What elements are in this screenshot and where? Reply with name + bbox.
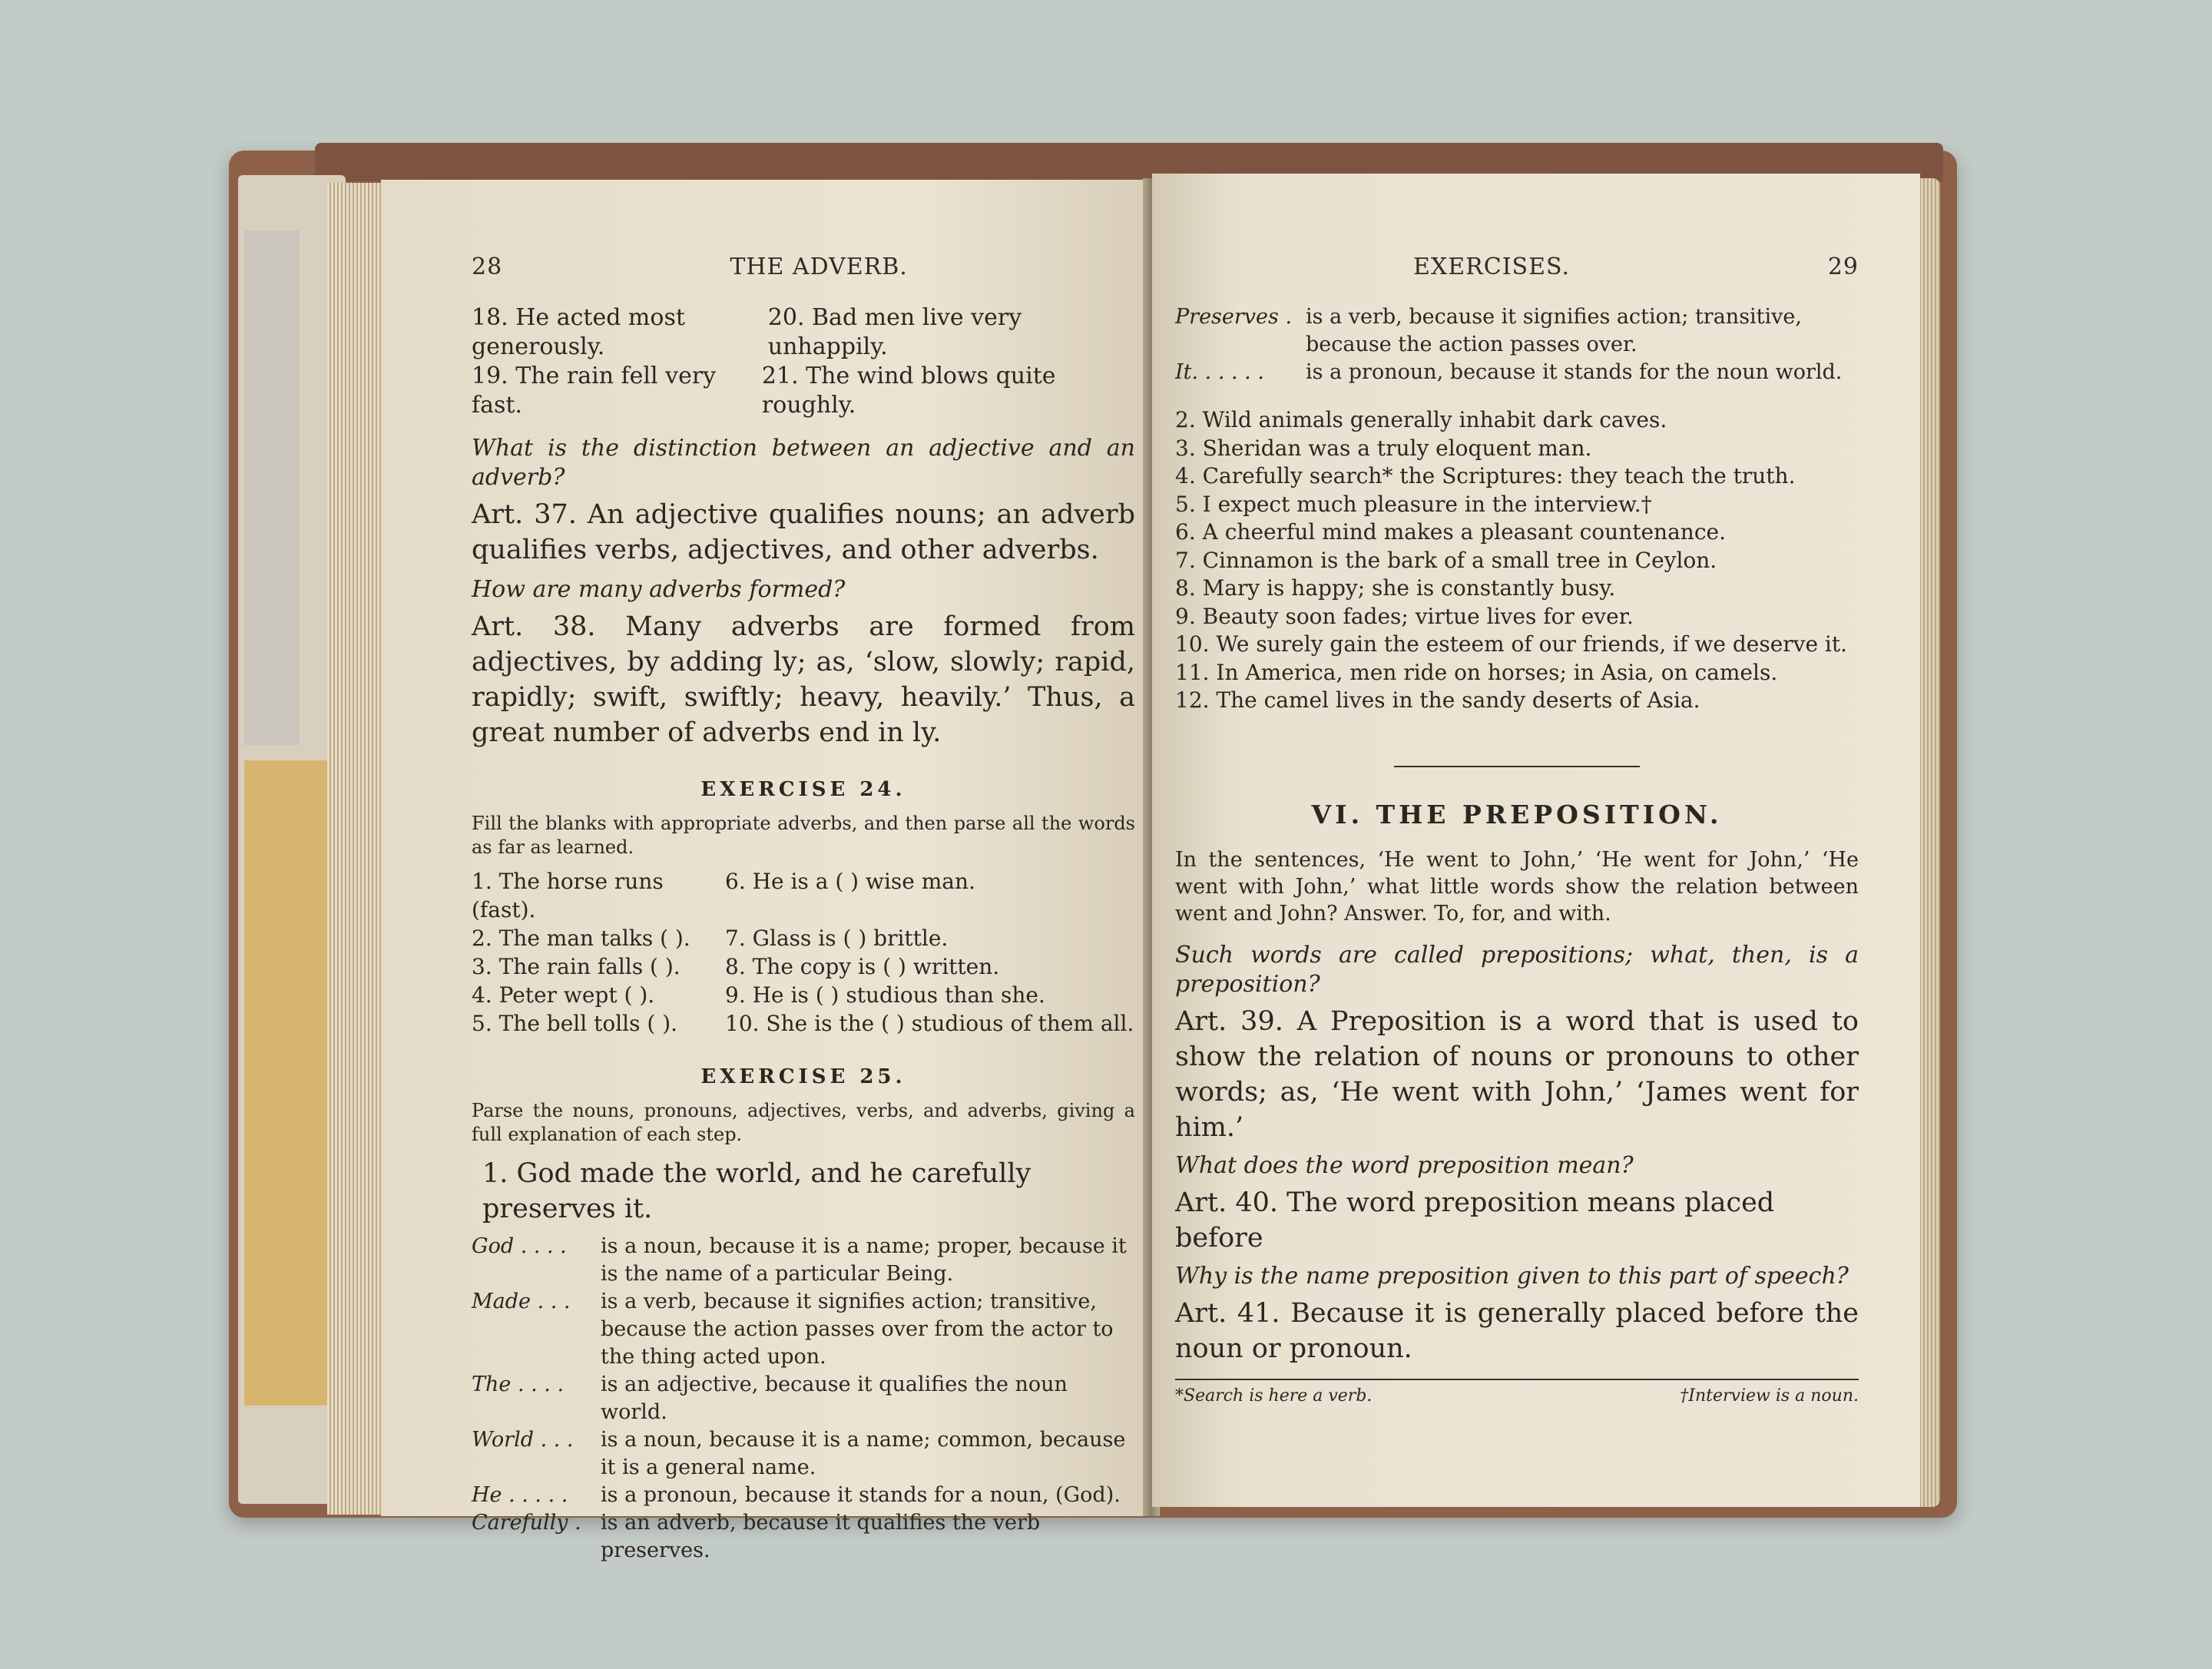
exercise-item: 9. He is ( ) studious than she. xyxy=(725,982,1045,1008)
pre-line xyxy=(472,362,1135,420)
exercise-item: 1. The horse runs (fast). xyxy=(472,869,664,922)
article-41: Art. 41. Because it is generally placed before the noun or pronoun. xyxy=(1175,1297,1859,1364)
exercise-item: 4. Peter wept ( ). xyxy=(472,982,655,1008)
footnotes xyxy=(1175,1379,1859,1406)
running-head: EXERCISES. xyxy=(1413,253,1571,280)
preposition-intro: In the sentences, ‘He went to John,’ ‘He went for John,’ ‘He went with John,’ what little words show the relation between went and John? Answer. To, for, and with. xyxy=(1175,847,1859,926)
pre-line-right: 21. The wind blows quite roughly. xyxy=(761,363,1056,419)
spine-paper-strip xyxy=(244,230,300,745)
list-item: 9. Beauty soon fades; virtue lives for ever. xyxy=(1175,603,1634,629)
question-adverbs-formed: How are many adverbs formed? xyxy=(472,576,846,603)
question-what-is-preposition: Such words are called prepositions; what, then, is a preposition? xyxy=(1175,941,1859,998)
pre-line-left: 18. He acted most generously. xyxy=(472,304,685,360)
exercise-item: 3. The rain falls ( ). xyxy=(472,954,680,979)
article-40: Art. 40. The word preposition means placed before xyxy=(1175,1187,1775,1253)
question-adjective-adverb: What is the distinction between an adjective and an adverb? xyxy=(472,435,1135,491)
question-word-meaning: What does the word preposition mean? xyxy=(1175,1151,1634,1179)
parse-term: Made . . . xyxy=(472,1290,571,1313)
parse-term: World . . . xyxy=(472,1428,574,1452)
pre-line-left: 19. The rain fell very fast. xyxy=(472,363,717,419)
parse-term: It. . . . . . xyxy=(1175,360,1264,384)
pre-line-right: 20. Bad men live very unhappily. xyxy=(767,304,1022,360)
parse-text: is an adverb, because it qualifies the verb preserves. xyxy=(601,1511,1041,1562)
list-item: 4. Carefully search* the Scriptures: they teach the truth. xyxy=(1175,463,1796,488)
footnote-search: *Search is here a verb. xyxy=(1175,1386,1373,1406)
list-item: 5. I expect much pleasure in the interview.† xyxy=(1175,491,1652,517)
exercise-25-instructions: Parse the nouns, pronouns, adjectives, verbs, and adverbs, giving a full explanation of each step. xyxy=(472,1100,1135,1145)
parse-text: is a verb, because it signifies action; transitive, because the action passes over. xyxy=(1306,305,1802,356)
exercise-item: 7. Glass is ( ) brittle. xyxy=(725,926,949,951)
exercise-25-sentence: 1. God made the world, and he carefully preserves it. xyxy=(482,1158,1031,1224)
page-number: 28 xyxy=(472,253,503,280)
question-why-name: Why is the name preposition given to this part of speech? xyxy=(1175,1262,1849,1290)
exercise-item: 10. She is the ( ) studious of them all. xyxy=(725,1011,1134,1036)
exercise-24-title: EXERCISE 24. xyxy=(700,778,906,801)
list-item: 12. The camel lives in the sandy deserts of Asia. xyxy=(1175,687,1700,713)
pre-line xyxy=(472,303,1135,362)
exercise-item: 5. The bell tolls ( ). xyxy=(472,1011,678,1036)
footnote-interview: †Interview is a noun. xyxy=(1680,1386,1859,1406)
running-head: THE ADVERB. xyxy=(730,253,908,280)
parse-list-continued xyxy=(1175,303,1859,386)
pre-lines xyxy=(472,303,1135,420)
parse-text: is a noun, because it is a name; proper, because it is the name of a particular Being. xyxy=(601,1234,1127,1286)
right-header xyxy=(1175,253,1859,280)
left-page xyxy=(381,180,1149,1562)
sentence-list xyxy=(1175,406,1859,715)
list-item: 7. Cinnamon is the bark of a small tree in Ceylon. xyxy=(1175,547,1717,573)
parse-term: God . . . . xyxy=(472,1234,567,1258)
article-38: Art. 38. Many adverbs are formed from adjectives, by adding ly; as, ‘slow, slowly; rapid, rapidly; swift, swiftly; heavy, heavily.’ Thus, a great number of adverbs end in ly. xyxy=(472,611,1135,748)
page-number: 29 xyxy=(1827,253,1859,280)
article-39: Art. 39. A Preposition is a word that is used to show the relation of nouns or pronouns to other words; as, ‘He went with John,’ ‘James went for him.’ xyxy=(1175,1005,1859,1143)
section-divider xyxy=(1394,766,1640,767)
list-item: 2. Wild animals generally inhabit dark caves. xyxy=(1175,407,1667,432)
spine-yellow-patch xyxy=(244,760,335,1406)
parse-term: He . . . . . xyxy=(472,1483,568,1507)
list-item: 3. Sheridan was a truly eloquent man. xyxy=(1175,435,1592,461)
parse-text: is an adjective, because it qualifies the noun world. xyxy=(601,1373,1068,1424)
right-page xyxy=(1152,174,1920,1507)
parse-text: is a pronoun, because it stands for a noun, (God). xyxy=(601,1483,1121,1507)
list-item: 11. In America, men ride on horses; in Asia, on camels. xyxy=(1175,659,1778,685)
article-37: Art. 37. An adjective qualifies nouns; an adverb qualifies verbs, adjectives, and other adverbs. xyxy=(472,499,1135,565)
exercise-24-instructions: Fill the blanks with appropriate adverbs, and then parse all the words as far as learned. xyxy=(472,813,1135,858)
parse-term: Carefully . xyxy=(472,1511,581,1535)
list-item: 6. A cheerful mind makes a pleasant countenance. xyxy=(1175,519,1726,545)
parse-text: is a pronoun, because it stands for the noun world. xyxy=(1306,360,1843,384)
exercise-item: 8. The copy is ( ) written. xyxy=(725,954,1000,979)
parse-term: Preserves . xyxy=(1175,305,1293,329)
list-item: 10. We surely gain the esteem of our friends, if we deserve it. xyxy=(1175,631,1848,657)
parse-term: The . . . . xyxy=(472,1373,565,1396)
exercise-item: 6. He is a ( ) wise man. xyxy=(725,869,975,894)
parse-text: is a noun, because it is a name; common, because it is a general name. xyxy=(601,1428,1126,1479)
exercise-item: 2. The man talks ( ). xyxy=(472,926,690,951)
parse-list xyxy=(472,1233,1135,1565)
right-page-edges xyxy=(1917,178,1940,1507)
section-title: VI. THE PREPOSITION. xyxy=(1311,799,1723,830)
exercise-25-title: EXERCISE 25. xyxy=(700,1065,906,1088)
left-page-edges xyxy=(327,183,382,1515)
exercise-24-items xyxy=(472,867,1135,1038)
parse-text: is a verb, because it signifies action; transitive, because the action passes over from the actor to the thing acted upon. xyxy=(601,1290,1114,1369)
left-header xyxy=(472,253,1135,280)
list-item: 8. Mary is happy; she is constantly busy. xyxy=(1175,575,1616,601)
